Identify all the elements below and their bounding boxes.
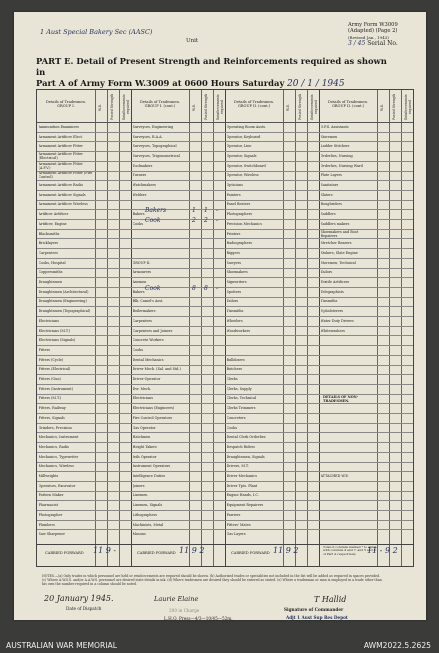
unit-name: 1 Aust Special Bakery Sec (AASC)	[40, 28, 153, 36]
trade-row-label: Lithographers	[132, 512, 157, 517]
row-rule	[37, 209, 413, 210]
signer-name: Laurie Elaine	[154, 595, 199, 603]
trade-row-label: GROUP II.	[132, 260, 151, 265]
trade-row-label: Boilermakers	[132, 309, 156, 314]
trade-row-label: Operator, Wireless	[226, 173, 259, 178]
trade-row-label: Stretcher Bearers	[320, 241, 352, 246]
entry-req: -	[216, 207, 219, 215]
date-label: Date of Dispatch	[66, 606, 102, 611]
row-rule	[37, 268, 413, 269]
trade-row-label: Hatchmen	[132, 435, 151, 440]
entry-trade: Cook	[145, 217, 161, 224]
header-rule	[37, 122, 413, 123]
trade-row-label	[321, 520, 376, 530]
trade-row-label: Clerks, Supply	[226, 386, 252, 391]
entry-we: 1	[192, 207, 196, 215]
trade-row-label: Shoemakers	[226, 270, 248, 275]
trade-row-label: Mechanics, Instrument	[38, 435, 79, 440]
entry-req: -	[216, 217, 219, 224]
trade-row-label: Draughtsmen, Signals	[226, 454, 265, 459]
trade-row-label: Electricians (Engineers)	[132, 406, 175, 411]
form-adapted: (Adapted) (Page 2)	[348, 28, 398, 35]
archive-name: AUSTRALIAN WAR MEMORIAL	[6, 641, 117, 650]
trade-row-label	[321, 403, 376, 413]
trade-row-label: Woodworkers	[226, 328, 250, 333]
row-rule	[37, 384, 413, 385]
row-rule	[37, 171, 413, 172]
row-rule	[37, 462, 413, 463]
trade-row-label: Roughriders	[320, 202, 342, 207]
trade-row-label: Pattern Maker	[38, 493, 64, 498]
trade-row-label: Armament Artificer Fitter	[38, 144, 83, 149]
trade-row-label: Surveyors, Topographical	[132, 144, 177, 149]
entry-posted: 2	[204, 217, 208, 224]
trade-row-label: Tinsmiths	[320, 299, 338, 304]
trade-row-label: Joiners	[132, 483, 145, 488]
form-identifier	[348, 22, 418, 48]
title-line-2-text: Part A of Army Form W.3009 at 0600 Hours Saturday	[36, 78, 285, 88]
trade-row-label: Machinists, Metal	[132, 522, 164, 527]
commander-signature: T Hallid	[314, 595, 347, 604]
trade-row-label: Slaters	[320, 192, 333, 197]
trade-row-label	[321, 462, 376, 472]
trade-row-label: Armament Artificer Fitter (Electrical)	[38, 151, 83, 160]
row-rule	[37, 335, 413, 336]
trade-row-label	[321, 335, 376, 345]
trade-row-label	[133, 238, 188, 248]
trade-row-label: Surveyors, Trigonometrical	[132, 153, 180, 158]
trade-row-label: Tinsmiths	[226, 309, 244, 314]
trade-row-label: Toolmakers	[132, 163, 153, 168]
row-rule	[37, 500, 413, 501]
entry-req: -	[216, 284, 219, 292]
trade-row-label	[321, 500, 376, 510]
trade-row-label: Operator, Signals	[226, 153, 257, 158]
entry-we: 8	[192, 284, 196, 292]
date-signed: 20 January 1945.	[44, 594, 114, 603]
row-rule	[37, 277, 413, 278]
trade-row-label: Electricians (Signals)	[38, 338, 76, 343]
carried-forward-total: 11 9 2	[273, 546, 299, 555]
trade-row-label: Farriers	[226, 512, 241, 517]
subheading: Posted Strength	[392, 93, 396, 121]
trade-row-label: Driver Mech. (Sal. and Std.)	[132, 367, 181, 372]
column-heading: Details of Tradesmen. GROUP II. (cont.)	[233, 100, 275, 109]
trade-row-label: Cooks	[226, 425, 237, 430]
row-rule	[37, 200, 413, 201]
subheading: Posted Strength	[110, 93, 114, 121]
trade-row-label: Radiographers	[226, 241, 252, 246]
trade-row-label: Intelligence Duties	[132, 474, 166, 479]
trade-row-label: Butchers	[226, 367, 242, 372]
trade-row-label: Operator, Line	[226, 144, 252, 149]
trade-row-label: Carpenters and Joiners	[132, 328, 173, 333]
trade-row-label: Painters	[226, 192, 241, 197]
trade-row-label: Armament Artificer Signals	[38, 192, 86, 197]
trade-row-label: Linemen, Signals	[132, 503, 163, 508]
trade-row-label: Orderlies, Nursing Ward	[320, 163, 363, 168]
trade-row-label: Mechanics, Radio	[38, 444, 70, 449]
trade-row-label: Operator, Switchboard	[226, 163, 266, 168]
row-rule	[37, 190, 413, 191]
unit-label: Unit	[186, 38, 199, 44]
part-e-title	[36, 56, 396, 90]
title-date: 20 / 1 / 1945	[287, 79, 345, 89]
trade-row-label: Armament Artificer Fitter (A.F.V.)	[38, 161, 83, 170]
trade-row-label: Despatch Riders	[226, 444, 255, 449]
form-revised: (Revised Jan., 1943)	[348, 34, 389, 40]
trade-row-label: Tailors	[320, 270, 333, 275]
trade-row-label: Engine Hands, I.C.	[226, 493, 259, 498]
trade-row-label: Height Takers	[132, 444, 157, 449]
row-rule	[37, 229, 413, 230]
trade-row-label: Armourers	[132, 270, 151, 275]
trade-row-label	[321, 529, 376, 539]
notes-text: NOTES.—(a) Only trades in which personnel are held or reinforcements are required should be shown. (b) Authorized trades or specialities not included in the list will be added as required in spaces provided. (c) Where A.W.S.S. and/or A.A.W.S. personnel are desired state details in ink. (d) Where tradesmen are desired they should be entered as stated. (e) Where a tradesman or man is employed in a trade other than his own the number required in a column should be noted.	[42, 574, 382, 587]
trade-row-label: Fitters (Instrument)	[38, 386, 73, 391]
trade-row-label: Watchmakers	[132, 183, 156, 188]
trade-row-label: Armament Artificer Elect.	[38, 134, 83, 139]
trade-row-label: Surveyors, R.A.A.	[132, 134, 163, 139]
trade-row-label: Gas Layers	[226, 532, 246, 537]
trade-row-label: Fitters' Mates	[226, 522, 251, 527]
trade-row-label: Clerks, Technical	[226, 396, 257, 401]
trade-row-label: Armament Artificer Wireless	[38, 202, 88, 207]
row-rule	[37, 306, 413, 307]
trade-row-label: Bricklayers	[38, 241, 59, 246]
trade-row-label: Orderlies, Nursing	[320, 153, 353, 158]
trade-row-label	[133, 229, 188, 239]
trade-row-label: Surveyors, Engineering	[132, 124, 174, 129]
row-rule	[37, 287, 413, 288]
trade-row-label	[321, 481, 376, 491]
form-sheet	[14, 12, 426, 620]
serial-number	[348, 41, 418, 47]
row-rule	[37, 355, 413, 356]
subheading: Posted Strength	[204, 93, 208, 121]
serial-label: Serial No.	[367, 40, 398, 48]
trade-row-label: Upholsterers	[320, 309, 343, 314]
trade-row-label	[321, 432, 376, 442]
entry-trade: Bakers	[145, 207, 167, 215]
trade-row-label: Ladder Stitchers	[320, 144, 350, 149]
trade-row-label: Photographer	[38, 512, 63, 517]
trade-row-label: Mechanics, Typewriter	[38, 454, 79, 459]
trade-row-label: Electricians	[38, 318, 59, 323]
row-rule	[37, 345, 413, 346]
row-rule	[37, 132, 413, 133]
trade-row-label: ATTACHED W.E.	[320, 474, 349, 479]
trade-row-label	[321, 491, 376, 501]
trade-row-label: Photographers	[226, 212, 252, 217]
subheading: W.E.	[286, 103, 290, 111]
row-rule	[37, 413, 413, 414]
carried-forward-total: 11 9 -	[93, 546, 117, 555]
signature-label: Signature of Commander	[284, 607, 344, 612]
trade-row-label: Dvr. Mech.	[132, 386, 152, 391]
trade-row-label: Panel Beaters	[226, 202, 251, 207]
trade-row-label: Drivers, M.T.	[226, 464, 249, 469]
trade-row-label: Textile Artificers	[320, 280, 350, 285]
trade-row-label: Artificer Artificer	[38, 212, 69, 217]
subheading: Posted Strength	[298, 93, 302, 121]
entry-we: 2	[192, 217, 196, 224]
row-rule	[37, 481, 413, 482]
officer-title: Adjt 1 Aust Sup Res Depot	[286, 615, 348, 620]
subheading: Reinforcements required	[216, 94, 224, 120]
subheading: W.E.	[98, 103, 102, 111]
entry-posted: 8	[204, 284, 208, 292]
trade-row-label: Wheelers	[226, 318, 243, 323]
trade-row-label: Fitters (Gun)	[38, 377, 61, 382]
trade-row-label	[321, 345, 376, 355]
archive-bar	[0, 638, 439, 653]
trade-row-label: Linemen	[132, 493, 148, 498]
trade-row-label: Driver Tpts. Plant	[226, 483, 258, 488]
form-name: Army Form W3009	[348, 22, 398, 28]
row-rule	[37, 520, 413, 521]
trade-row-label: Gas Operator	[132, 425, 156, 430]
trade-row-label: Saddlers	[320, 212, 336, 217]
row-rule	[37, 471, 413, 472]
trade-row-label: Dental Clerk Orderlies	[226, 435, 266, 440]
row-rule	[37, 180, 413, 181]
trade-row-label: Pharmacist	[38, 503, 58, 508]
trade-row-label	[321, 442, 376, 452]
trade-row-label: Telegraphists	[320, 289, 344, 294]
trade-row-label: Printers	[226, 231, 241, 236]
trade-row-label	[321, 355, 376, 365]
trade-row-label	[321, 365, 376, 375]
row-rule	[37, 219, 413, 220]
column-heading: Details of Tradesmen. GROUP I. (cont.)	[139, 100, 181, 109]
row-rule	[37, 374, 413, 375]
trade-row-label: Artificer, Engine	[38, 221, 67, 226]
row-rule	[37, 452, 413, 453]
trade-row-label: Storemen	[320, 134, 338, 139]
trade-row-label: Electricians (M.T.)	[38, 328, 71, 333]
subheading: W.E.	[192, 103, 196, 111]
trade-row-label: Carpenters	[132, 318, 152, 323]
trade-row-label: Plumbers	[38, 522, 55, 527]
non-tradesmen-heading: DETAILS OF NON-TRADESMEN.	[323, 394, 359, 403]
trade-row-label: Instrument Operators	[132, 464, 171, 469]
trade-row-label: Bulldozers	[226, 357, 245, 362]
row-rule	[37, 529, 413, 530]
trade-row-label: Ammunition Examiners	[38, 124, 79, 129]
trade-row-label	[321, 384, 376, 394]
trade-row-label: Draughtsmen (Engineering)	[38, 299, 87, 304]
trade-row-label: Bakers	[132, 289, 145, 294]
carried-forward-total: 11 - 9 2	[367, 546, 398, 555]
row-rule	[37, 432, 413, 433]
subheading: W.E.	[380, 103, 384, 111]
trade-row-label: Riggers	[226, 250, 240, 255]
row-rule	[37, 510, 413, 511]
trade-row-label: Fitters (Electrical)	[38, 367, 71, 372]
trade-row-label: Fitters	[38, 347, 51, 352]
trade-row-label: Armament Artificer Radio	[38, 183, 83, 188]
trade-row-label: Concrete Workers	[132, 338, 164, 343]
trade-row-label: Clerks	[226, 377, 238, 382]
trade-row-label	[227, 345, 282, 355]
trade-row-label: Water Duty Drivers	[320, 318, 354, 323]
trade-row-label: Draughtsmen (Topographical)	[38, 309, 91, 314]
trade-row-label: Whitewashers	[320, 328, 345, 333]
row-rule	[37, 316, 413, 317]
trade-row-label: Saddlers makers	[320, 221, 350, 226]
trade-row-label: Stokers, Slate Engine	[320, 250, 358, 255]
trade-row-label: Draughtsmen	[38, 280, 62, 285]
row-rule	[37, 151, 413, 152]
trade-row-label: Concreters	[226, 415, 246, 420]
trade-row-label	[227, 335, 282, 345]
trade-row-label: Precision Mechanics	[226, 221, 263, 226]
carried-forward-label: CARRIED FORWARD	[45, 550, 84, 555]
trade-row-label: Blk. Camel's Asst.	[132, 299, 164, 304]
column-heading: Details of Tradesmen. GROUP I.	[45, 100, 87, 109]
carried-forward-total: 11 9 2	[179, 546, 205, 555]
row-rule	[37, 141, 413, 142]
trade-row-label: Clerks Trimmers	[226, 406, 256, 411]
title-line-1: PART E. Detail of Present Strength and Reinforcements required as shown in	[36, 56, 387, 77]
carried-forward-label-3: CARRIED FORWARD	[231, 550, 270, 555]
trade-row-label: Dental Mechanics	[132, 357, 164, 362]
trade-row-label: O.P.S. Assistants	[320, 124, 349, 129]
row-rule	[37, 326, 413, 327]
row-rule	[37, 423, 413, 424]
trade-row-label	[321, 413, 376, 423]
strength-table	[36, 89, 414, 567]
trade-row-label: Sanitators	[320, 183, 339, 188]
trade-row-label: Electricians	[132, 396, 153, 401]
trade-row-label: Millwrights	[38, 474, 59, 479]
trade-row-label: Fitters, Railway	[38, 406, 66, 411]
trade-row-label: Driver Mechanics	[226, 474, 258, 479]
row-rule	[37, 161, 413, 162]
trade-row-label: Grinders, Precision	[38, 425, 72, 430]
trade-row-label: Spotters	[226, 289, 242, 294]
trade-row-label: Plate Layers	[320, 173, 342, 178]
trade-row-label: Welders	[132, 192, 147, 197]
trade-row-label: Sawyers	[226, 260, 242, 265]
trade-row-label: Saw Sharpener	[38, 532, 65, 537]
stamp-text: 200 in Charge	[169, 608, 200, 613]
trade-row-label	[321, 452, 376, 462]
printer-imprint: L.H.Q. Press—4/3—10/45—52m.	[164, 616, 233, 621]
trade-row-label: Masons	[132, 532, 146, 537]
subheading: Reinforcements required	[122, 94, 130, 120]
trade-row-label: Ieils Operator	[132, 454, 157, 459]
trade-row-label: Bakers	[132, 212, 145, 217]
trade-row-label: Fitters (Cycle)	[38, 357, 64, 362]
trade-row-label: Carpenters	[38, 250, 58, 255]
row-rule	[37, 238, 413, 239]
trade-row-label: Mechanics, Wireless	[38, 464, 74, 469]
entry-posted: 1	[204, 207, 208, 215]
row-rule	[37, 491, 413, 492]
row-rule	[37, 365, 413, 366]
column-heading: Details of Tradesmen. GROUP II. (cont.)	[327, 100, 369, 109]
trade-row-label: Armament Artificer Fitter (Fire Control)	[38, 171, 93, 180]
archive-id: AWM2022.5.2625	[363, 641, 431, 650]
trade-row-label: Turners	[132, 173, 147, 178]
trade-row-label	[321, 374, 376, 384]
trade-row-label: Draughtsmen (Architectural)	[38, 289, 89, 294]
trade-row-label: Shoemakers and Boot Repairers	[320, 229, 359, 238]
totals-note: Total of columns marked * to agree with columns 4 and 7, and 5 and 8, of Part A respectively.	[323, 544, 377, 556]
trade-row-label: Storemen, Technical	[320, 260, 356, 265]
trade-row-label: Opticians	[226, 183, 243, 188]
subheading: Reinforcements required	[404, 94, 412, 120]
trade-row-label: Fitters (M.T.)	[38, 396, 62, 401]
trade-row-label	[321, 510, 376, 520]
trade-row-label: Coppersmiths	[38, 270, 63, 275]
subheading: Reinforcements required	[310, 94, 318, 120]
trade-row-label: Equipment Repairers	[226, 503, 264, 508]
trade-row-label: Driver-Operator	[132, 377, 161, 382]
carried-forward-label-2: CARRIED FORWARD	[137, 550, 176, 555]
row-rule	[37, 258, 413, 259]
trade-row-label: Fitters, Signals	[38, 415, 65, 420]
row-rule	[37, 248, 413, 249]
row-rule	[37, 297, 413, 298]
trade-row-label: Cooks, Hospital	[38, 260, 66, 265]
row-rule	[37, 442, 413, 443]
trade-row-label: Operating Room Assts.	[226, 124, 267, 129]
trade-row-label	[321, 423, 376, 433]
trade-row-label: Operators, Excavator	[38, 483, 76, 488]
trade-row-label: Fire Control Operators	[132, 415, 173, 420]
trade-row-label: Signwriters	[226, 280, 247, 285]
serial-value: 3 / 45	[348, 40, 366, 48]
trade-row-label: Cooks	[132, 221, 143, 226]
trade-row-label: Operator, Keyboard	[226, 134, 261, 139]
entry-trade: Cook	[145, 284, 161, 292]
trade-row-label: Tailors	[226, 299, 239, 304]
trade-row-label: Cooks	[132, 347, 143, 352]
trade-row-label	[133, 248, 188, 258]
trade-row-label: Blacksmiths	[38, 231, 60, 236]
trade-row-label: Axemen	[132, 280, 147, 285]
